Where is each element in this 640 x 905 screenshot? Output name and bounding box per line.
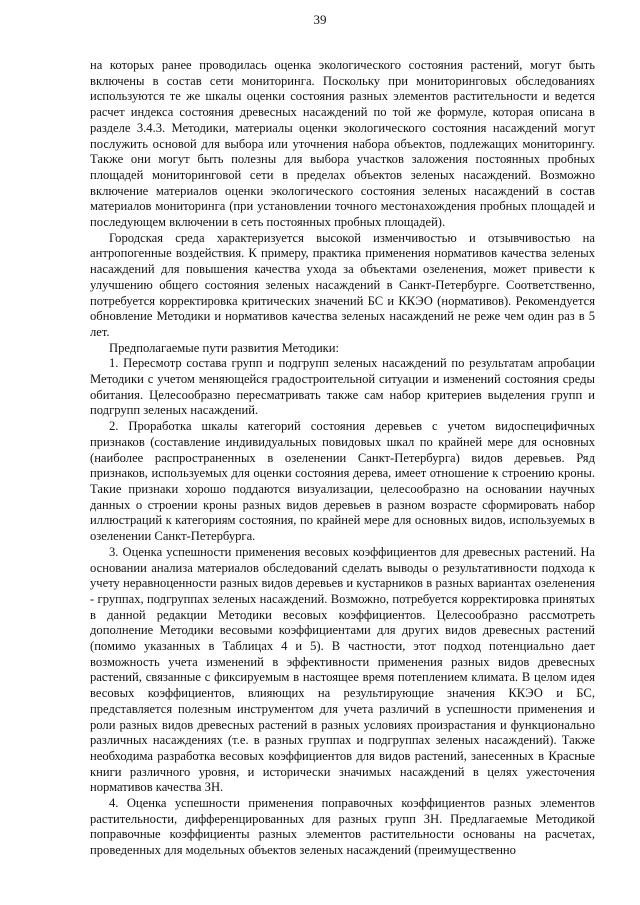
paragraph-development-intro: Предполагаемые пути развития Методики: <box>109 340 340 355</box>
list-item-2: 2. Проработка шкалы категорий состояния деревьев с учетом видоспецифичных признаков (составление индивидуальных повидовых шкал по крайней мере для основных (наиболее распространенных в озеленении Санкт-Петербурга) видов деревьев. Ряд признаков, используемых для оценки состояния дерева, имеет отношение к строению кроны. Такие признаки хорошо поддаются визуализации, целесообразно на основании научных данных о строении кроны разных видов деревьев в разном возрасте сформировать набор иллюстраций к категориям состояния, по крайней мере для основных видов, используемых в озеленении Санкт-Петербурга. <box>90 419 595 544</box>
body-text <box>90 58 595 859</box>
list-item-4: 4. Оценка успешности применения поправочных коэффициентов разных элементов растительности, дифференцированных для разных групп ЗН. Предлагаемые Методикой поправочные коэффициенты разных элементов растительности основаны на расчетах, проведенных для модельных объектов зеленых насаждений (преимущественно <box>90 796 595 858</box>
list-item-3: 3. Оценка успешности применения весовых коэффициентов для древесных растений. На основании анализа материалов обследований сделать выводы о результативности подхода к учету неравноценности разных видов деревьев и кустарников в разных вариантах озеленения - группах, подгруппах зеленых насаждений. Возможно, потребуется корректировка принятых в данной редакции Методики весовых коэффициентов. Целесообразно рассмотреть дополнение Методики весовыми коэффициентами для других видов древесных растений (помимо указанных в Таблицах 4 и 5). В частности, этот подход потенциально дает возможность учета изменений в эффективности применения разных видов древесных растений, связанные с фиксируемым в настоящее время потеплением климата. В целом идея весовых коэффициентов, влияющих на результирующие значения ККЭО и БС, представляется полезным инструментом для учета различий в успешности применения и роли разных видов древесных растений в разных условиях произрастания и функционально различных насаждениях (т.е. в разных группах и подгруппах зеленых насаждений). Также необходима разработка весовых коэффициентов для видов растений, занесенных в Красные книги различного уровня, и исторически значимых насаждений в целях ужесточения нормативов качества ЗН. <box>90 544 595 795</box>
paragraph-urban-environment: Городская среда характеризуется высокой изменчивостью и отзывчивостью на антропогенные воздействия. К примеру, практика применения нормативов качества зеленых насаждений для повышения качества ухода за объектами озеленения, может привести к улучшению общего состояния зеленых насаждений в Санкт-Петербурге. Соответственно, потребуется корректировка критических значений БС и ККЭО (нормативов). Рекомендуется обновление Методики и нормативов качества зеленых насаждений не реже чем один раз в 5 лет. <box>90 230 595 339</box>
list-item-1: 1. Пересмотр состава групп и подгрупп зеленых насаждений по результатам апробации Методики с учетом меняющейся градостроительной ситуации и изменений состояния среды обитания. Целесообразно пересматривать также сам набор критериев выделения групп и подгрупп зеленых насаждений. <box>90 356 595 418</box>
paragraph-continuation: на которых ранее проводилась оценка экологического состояния растений, могут быть включены в состав сети мониторинга. Поскольку при мониторинговых обследованиях используются те же шкалы оценки состояния разных элементов растительности и ведется расчет индекса состояния древесных насаждений по той же формуле, которая описана в разделе 3.4.3. Методики, материалы оценки экологического состояния насаждений могут послужить основой для выбора или уточнения набора объектов, подлежащих мониторингу. Также они могут быть полезны для выбора участков заложения постоянных пробных площадей мониторинговой сети в пределах объектов зеленых насаждений. Возможно включение материалов оценки экологического состояния зеленых насаждений в состав материалов мониторинга (при установлении точного местонахождения пробных площадей и последующем включении в сеть постоянных пробных площадей). <box>90 58 595 230</box>
page-number: 39 <box>313 12 327 27</box>
